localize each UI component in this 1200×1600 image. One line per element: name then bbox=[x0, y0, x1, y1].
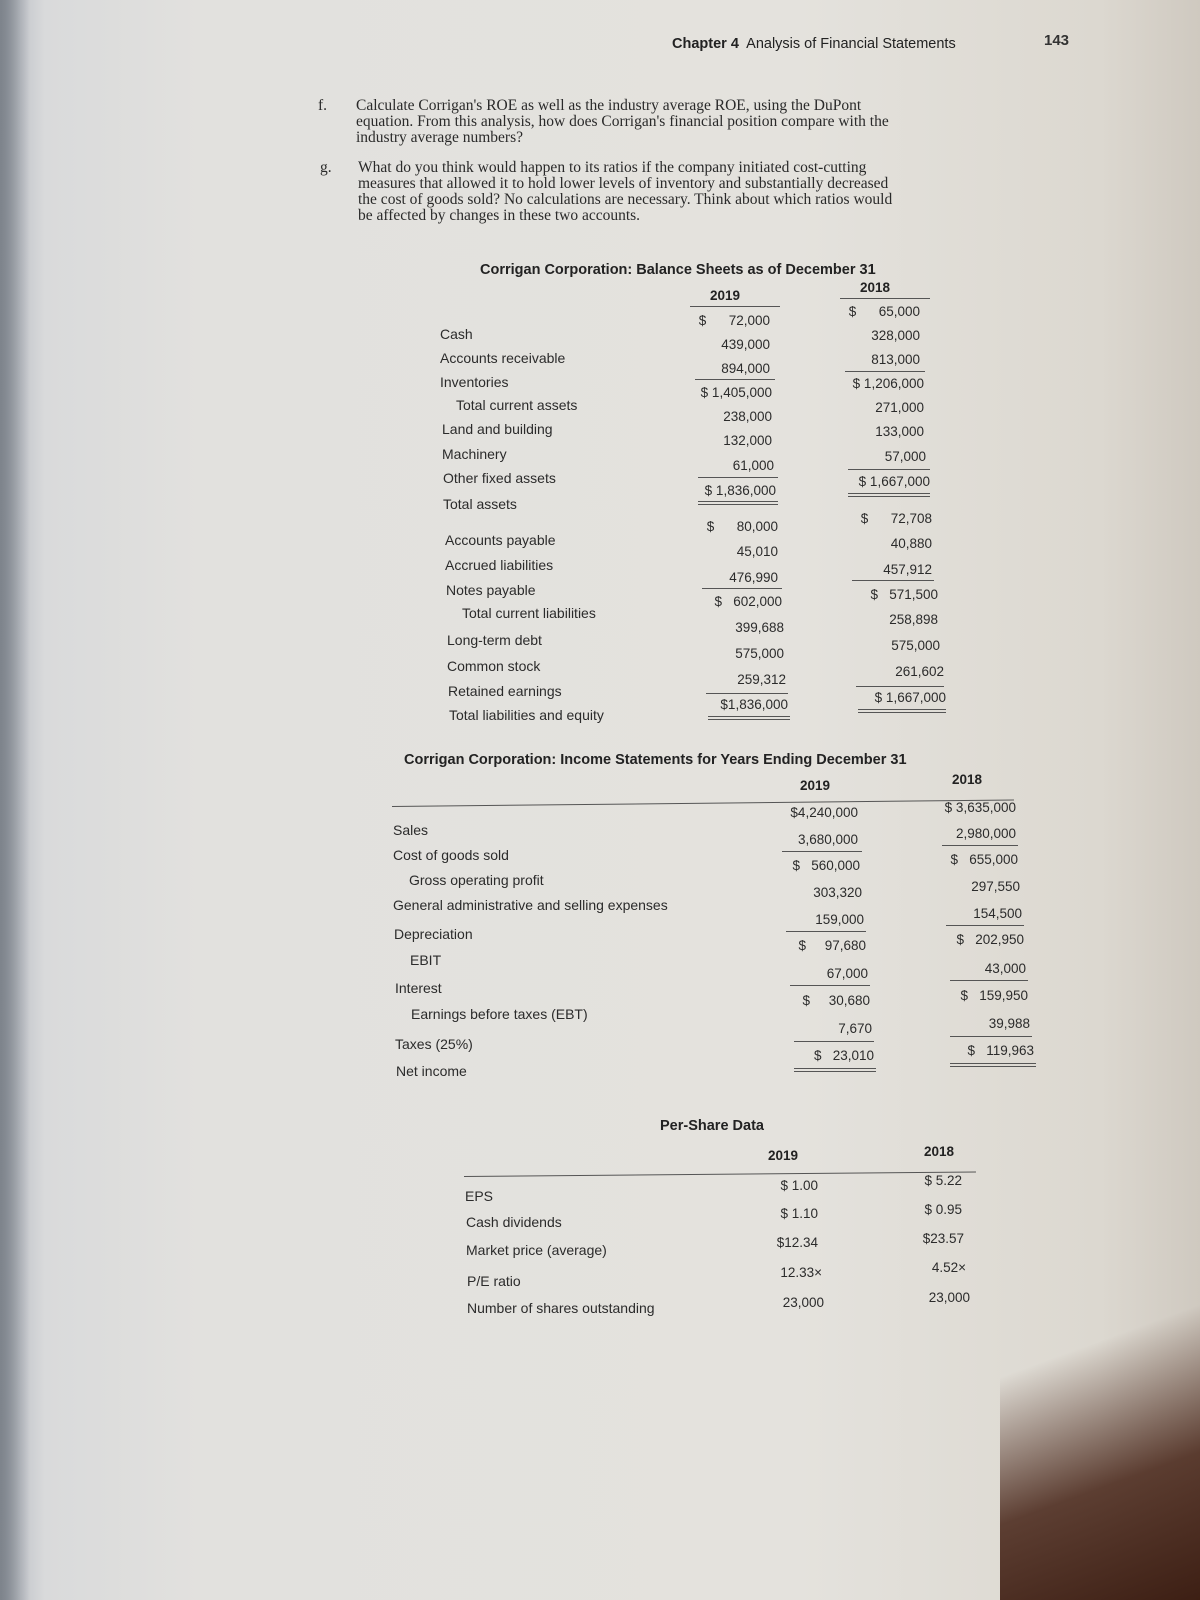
ps-value-2018: $ 5.22 bbox=[924, 1173, 962, 1188]
ps-value-2019: $12.34 bbox=[776, 1235, 818, 1250]
is-value-2019: $ 30,680 bbox=[802, 993, 870, 1008]
bs-value-2018: 57,000 bbox=[884, 449, 926, 464]
ps-value-2018: $23.57 bbox=[922, 1231, 964, 1246]
subtotal-rule bbox=[698, 477, 778, 478]
bs-label: Long-term debt bbox=[447, 632, 542, 648]
total-double-rule bbox=[950, 1063, 1036, 1067]
per-share-col-2019: 2019 bbox=[768, 1148, 799, 1163]
question-line: Calculate Corrigan's ROE as well as the industry average ROE, using the DuPont bbox=[356, 97, 862, 114]
bs-value-2019: 45,010 bbox=[736, 544, 778, 559]
question-letter: g. bbox=[320, 159, 332, 176]
bs-label: Machinery bbox=[442, 446, 507, 462]
subtotal-rule bbox=[794, 1041, 874, 1042]
bs-value-2019: 894,000 bbox=[721, 361, 770, 376]
total-double-rule bbox=[858, 709, 946, 713]
is-value-2019: $4,240,000 bbox=[790, 805, 858, 820]
page-number: 143 bbox=[1044, 32, 1070, 49]
question-line: equation. From this analysis, how does Corrigan's financial position compare with the bbox=[356, 113, 889, 130]
is-label: Depreciation bbox=[394, 926, 473, 942]
question-g bbox=[320, 159, 1018, 224]
total-double-rule bbox=[698, 501, 778, 505]
is-value-2018: $ 3,635,000 bbox=[944, 800, 1016, 815]
total-double-rule bbox=[708, 716, 790, 720]
bs-value-2018: $ 1,667,000 bbox=[858, 474, 930, 489]
total-double-rule bbox=[848, 493, 930, 497]
subtotal-rule bbox=[942, 845, 1018, 846]
is-label: Cost of goods sold bbox=[393, 847, 509, 863]
bs-value-2019: 259,312 bbox=[737, 672, 786, 687]
subtotal-rule bbox=[852, 580, 934, 581]
ps-value-2018: $ 0.95 bbox=[924, 1202, 962, 1217]
bs-value-2018: 40,880 bbox=[890, 536, 932, 551]
bs-label: Total liabilities and equity bbox=[449, 707, 604, 723]
is-label: Gross operating profit bbox=[409, 872, 544, 888]
subtotal-rule bbox=[695, 379, 775, 380]
question-line: the cost of goods sold? No calculations are necessary. Think about which ratios would bbox=[358, 191, 893, 208]
bs-value-2018: 133,000 bbox=[875, 424, 924, 439]
income-col-2018: 2018 bbox=[952, 772, 983, 787]
bs-value-2019: 476,990 bbox=[729, 570, 778, 585]
bs-value-2019: $ 72,000 bbox=[698, 313, 770, 328]
bs-value-2019: $ 80,000 bbox=[706, 519, 778, 534]
is-value-2018: $ 159,950 bbox=[960, 988, 1028, 1003]
is-value-2019: 159,000 bbox=[815, 912, 864, 927]
is-value-2019: 303,320 bbox=[813, 885, 862, 900]
bs-value-2019: $ 602,000 bbox=[714, 594, 782, 609]
ps-value-2019: 12.33× bbox=[780, 1265, 822, 1280]
bs-label: Other fixed assets bbox=[443, 470, 556, 486]
ps-value-2019: $ 1.10 bbox=[780, 1206, 818, 1221]
is-value-2019: $ 560,000 bbox=[792, 858, 860, 873]
subtotal-rule bbox=[790, 985, 870, 986]
question-line: What do you think would happen to its ratios if the company initiated cost-cutting bbox=[358, 159, 867, 176]
bs-value-2019: 575,000 bbox=[735, 646, 784, 661]
question-line: be affected by changes in these two accounts. bbox=[358, 207, 641, 224]
is-value-2018: 39,988 bbox=[988, 1016, 1030, 1031]
ps-value-2019: 23,000 bbox=[782, 1295, 824, 1310]
question-line: industry average numbers? bbox=[356, 129, 523, 146]
bs-value-2018: 258,898 bbox=[889, 612, 938, 627]
subtotal-rule bbox=[845, 371, 925, 372]
ps-value-2018: 23,000 bbox=[928, 1290, 970, 1305]
subtotal-rule bbox=[950, 1036, 1032, 1037]
bs-value-2019: $ 1,405,000 bbox=[700, 385, 772, 400]
is-value-2018: $ 202,950 bbox=[956, 932, 1024, 947]
per-share-title: Per-Share Data bbox=[660, 1118, 764, 1134]
total-double-rule bbox=[794, 1068, 876, 1072]
bs-label: Accrued liabilities bbox=[445, 557, 554, 573]
is-label: General administrative and selling expenses bbox=[393, 897, 668, 913]
bs-value-2018: 457,912 bbox=[883, 562, 932, 577]
is-label: Net income bbox=[396, 1063, 467, 1079]
per-share-col-2018: 2018 bbox=[924, 1144, 955, 1159]
subtotal-rule bbox=[782, 851, 862, 852]
desk-background bbox=[1000, 1180, 1200, 1600]
chapter-title: Analysis of Financial Statements bbox=[746, 36, 956, 52]
subtotal-rule bbox=[946, 925, 1024, 926]
ps-label: Number of shares outstanding bbox=[467, 1300, 655, 1316]
bs-label: Total assets bbox=[443, 496, 517, 512]
is-label: Earnings before taxes (EBT) bbox=[411, 1006, 588, 1022]
bs-label: Cash bbox=[440, 326, 473, 342]
is-value-2019: 3,680,000 bbox=[797, 832, 858, 847]
is-value-2018: $ 655,000 bbox=[950, 852, 1018, 867]
chapter-label: Chapter 4 bbox=[672, 36, 739, 52]
subtotal-rule bbox=[856, 686, 944, 687]
bs-value-2018: 328,000 bbox=[871, 328, 920, 343]
is-value-2019: $ 23,010 bbox=[813, 1048, 874, 1063]
bs-value-2018: $ 1,667,000 bbox=[874, 690, 946, 705]
balance-sheet-col-2019: 2019 bbox=[710, 288, 741, 303]
subtotal-rule bbox=[706, 693, 788, 694]
balance-sheet-col-2018: 2018 bbox=[860, 280, 891, 295]
bs-value-2019: 399,688 bbox=[735, 620, 784, 635]
bs-value-2019: 61,000 bbox=[732, 458, 774, 473]
bs-label: Accounts receivable bbox=[440, 350, 566, 366]
bs-value-2019: 132,000 bbox=[723, 433, 772, 448]
subtotal-rule bbox=[950, 980, 1028, 981]
page-gutter-shadow bbox=[0, 0, 30, 1600]
is-label: Interest bbox=[395, 980, 442, 996]
ps-value-2019: $ 1.00 bbox=[780, 1178, 818, 1193]
header-rule bbox=[690, 306, 780, 307]
bs-value-2018: $ 72,708 bbox=[860, 511, 932, 526]
bs-value-2018: 575,000 bbox=[891, 638, 940, 653]
bs-label: Accounts payable bbox=[445, 532, 556, 548]
subtotal-rule bbox=[702, 588, 782, 589]
is-value-2019: 67,000 bbox=[826, 966, 868, 981]
is-value-2018: $ 119,963 bbox=[967, 1043, 1034, 1058]
bs-value-2019: $ 1,836,000 bbox=[704, 483, 776, 498]
bs-value-2018: $ 1,206,000 bbox=[852, 376, 924, 391]
is-label: Taxes (25%) bbox=[395, 1036, 473, 1052]
bs-value-2018: $ 571,500 bbox=[870, 587, 938, 602]
income-col-2019: 2019 bbox=[800, 778, 831, 793]
is-label: EBIT bbox=[410, 952, 442, 968]
is-value-2018: 43,000 bbox=[984, 961, 1026, 976]
is-value-2018: 154,500 bbox=[973, 906, 1022, 921]
ps-label: Market price (average) bbox=[466, 1242, 607, 1258]
ps-label: P/E ratio bbox=[467, 1273, 521, 1289]
bs-value-2019: 238,000 bbox=[723, 409, 772, 424]
bs-value-2018: 813,000 bbox=[871, 352, 920, 367]
is-value-2019: $ 97,680 bbox=[798, 938, 866, 953]
question-f bbox=[318, 97, 1016, 146]
bs-label: Total current liabilities bbox=[462, 605, 596, 621]
bs-value-2018: $ 65,000 bbox=[848, 304, 920, 319]
bs-value-2019: 439,000 bbox=[721, 337, 770, 352]
ps-value-2018: 4.52× bbox=[931, 1260, 966, 1275]
is-value-2019: 7,670 bbox=[838, 1021, 872, 1036]
bs-label: Inventories bbox=[440, 374, 509, 390]
bs-value-2018: 261,602 bbox=[895, 664, 944, 679]
ps-label: Cash dividends bbox=[466, 1214, 562, 1230]
bs-value-2018: 271,000 bbox=[875, 400, 924, 415]
subtotal-rule bbox=[786, 931, 866, 932]
is-value-2018: 297,550 bbox=[971, 879, 1020, 894]
bs-value-2019: $1,836,000 bbox=[720, 697, 788, 712]
header-rule bbox=[840, 298, 930, 299]
bs-label: Notes payable bbox=[446, 582, 536, 598]
bs-label: Land and building bbox=[442, 421, 553, 437]
ps-label: EPS bbox=[465, 1188, 494, 1204]
question-letter: f. bbox=[318, 97, 328, 114]
question-line: measures that allowed it to hold lower levels of inventory and substantially decreased bbox=[358, 175, 889, 192]
bs-label: Retained earnings bbox=[448, 683, 562, 699]
subtotal-rule bbox=[848, 469, 930, 470]
bs-label: Total current assets bbox=[456, 397, 578, 413]
balance-sheet-title: Corrigan Corporation: Balance Sheets as of December 31 bbox=[480, 262, 876, 278]
bs-label: Common stock bbox=[447, 658, 541, 674]
is-value-2018: 2,980,000 bbox=[955, 826, 1016, 841]
income-statement-title: Corrigan Corporation: Income Statements for Years Ending December 31 bbox=[404, 752, 907, 768]
running-header bbox=[672, 36, 956, 52]
is-label: Sales bbox=[393, 822, 429, 838]
